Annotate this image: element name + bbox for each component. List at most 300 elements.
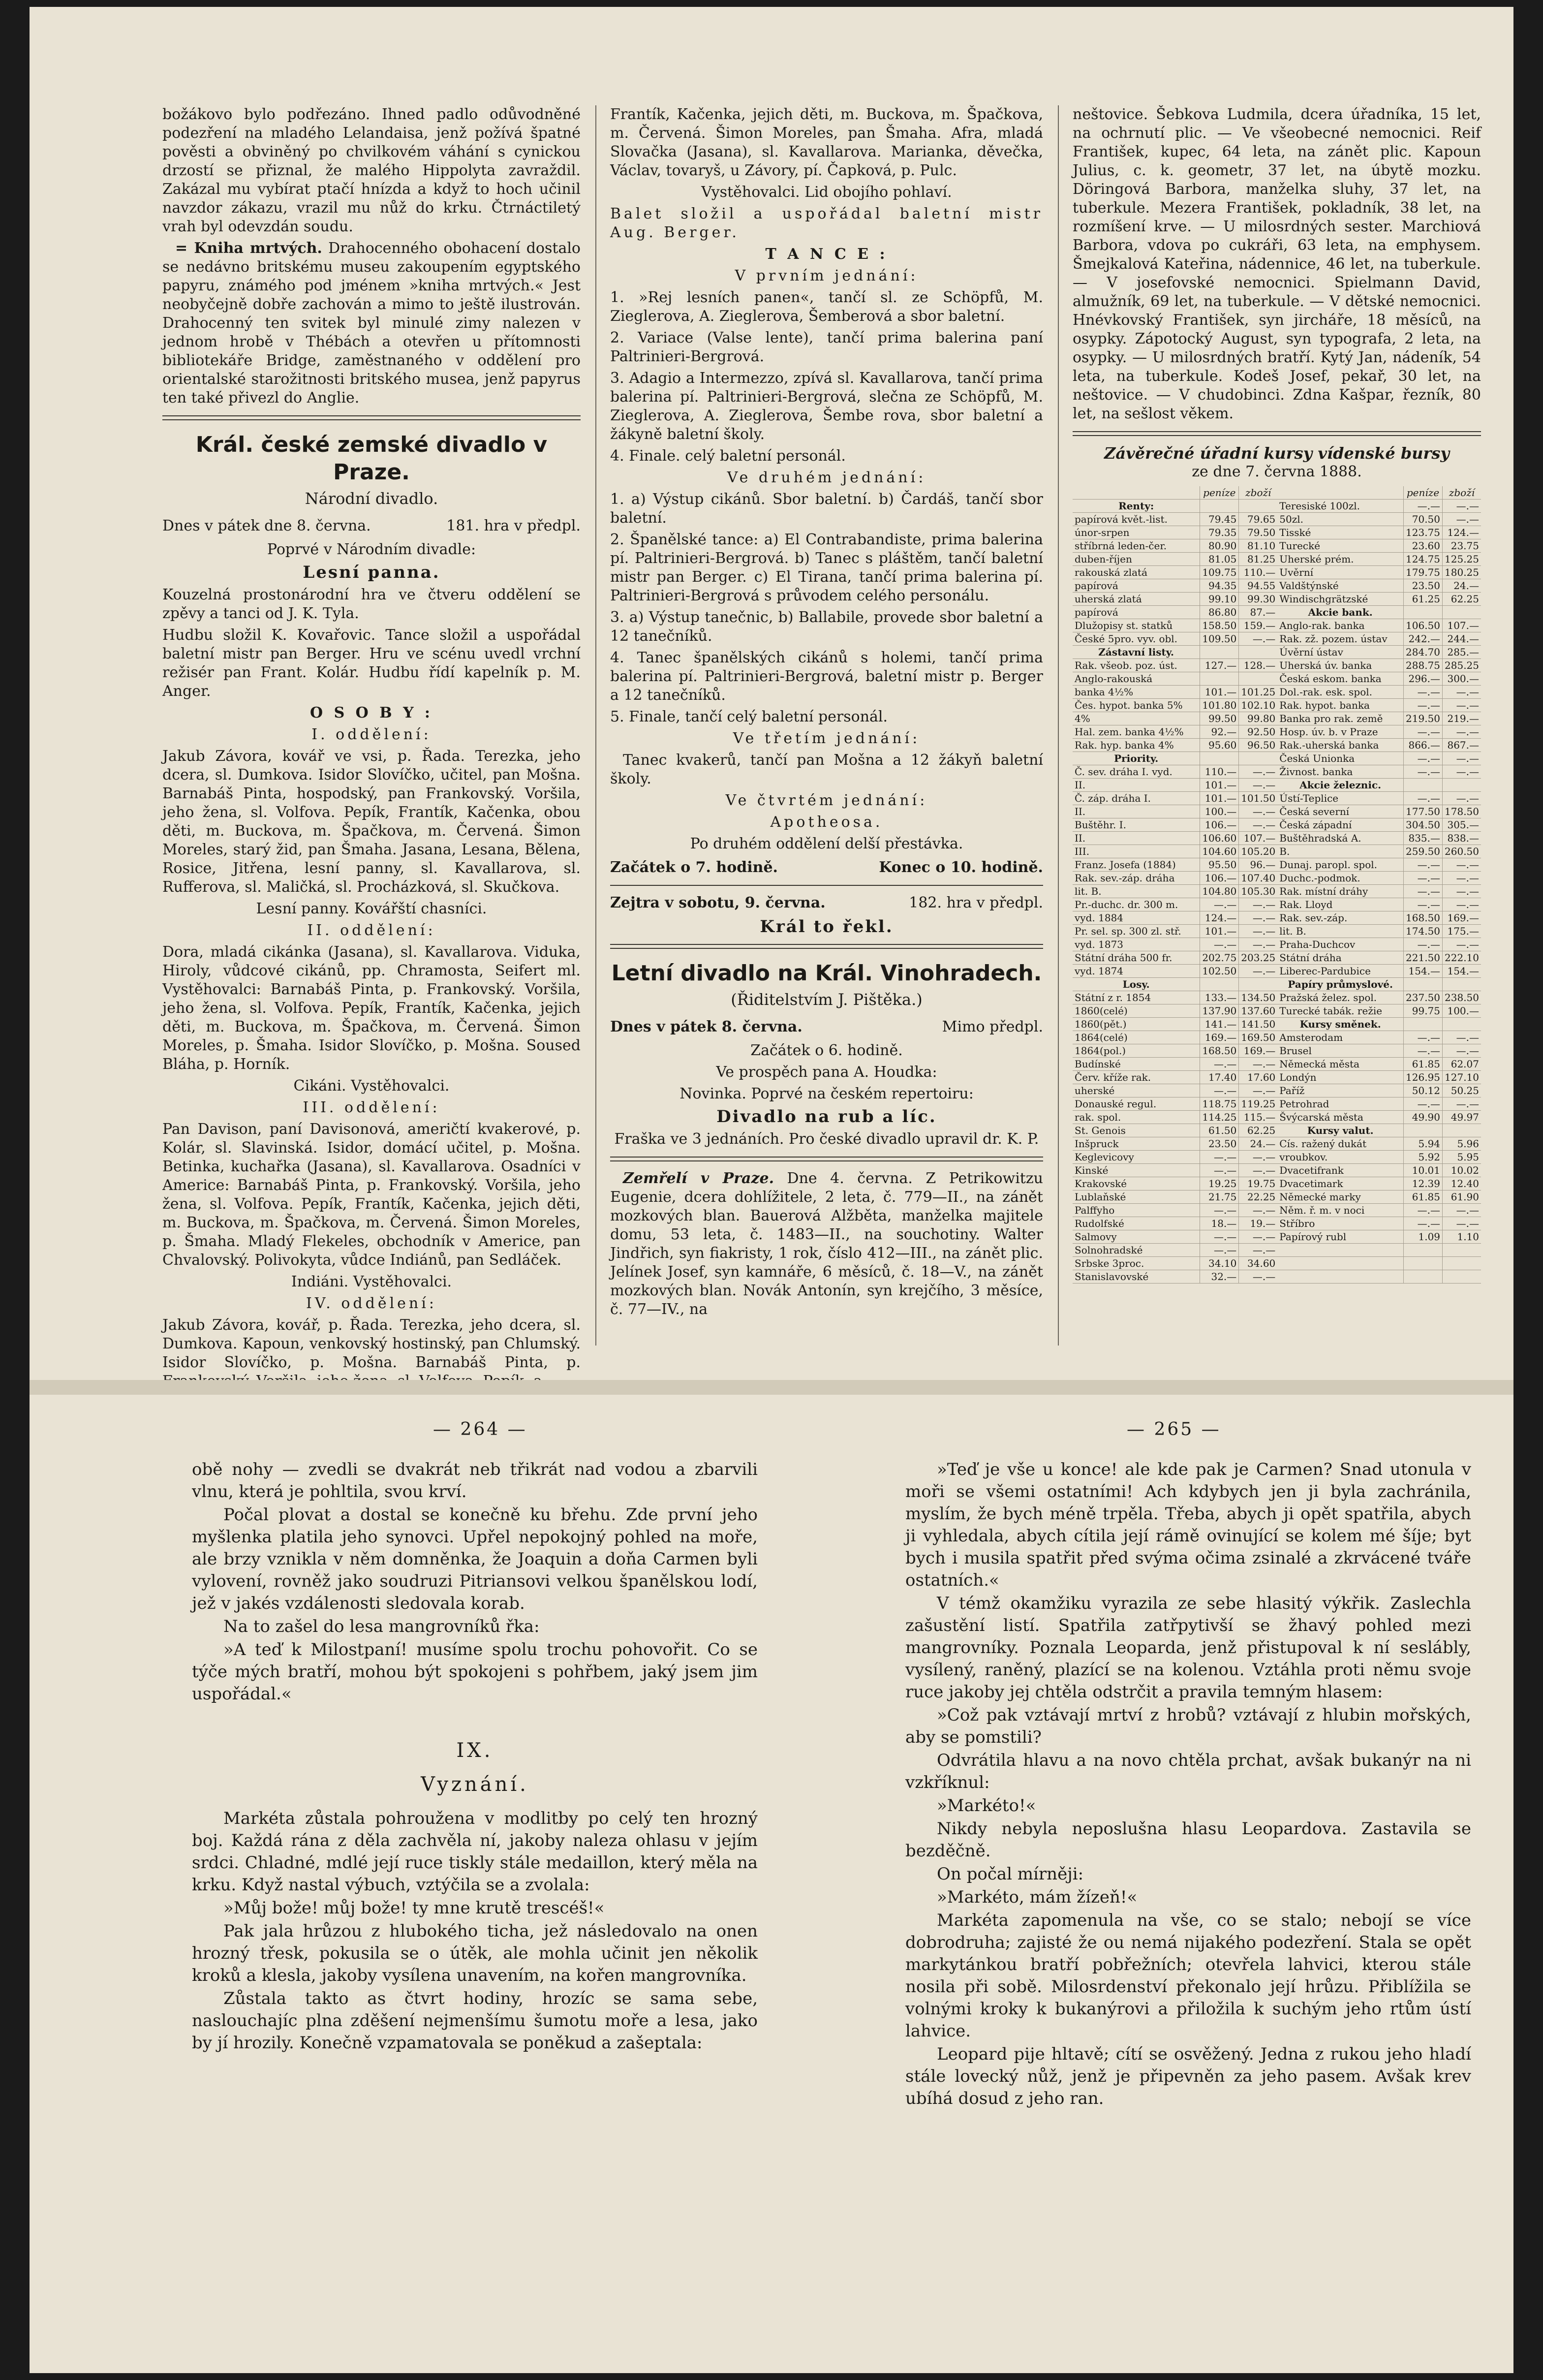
- table-cell-value: 96.—: [1239, 858, 1277, 872]
- table-cell-label: Losy.: [1073, 978, 1200, 991]
- table-cell-value: 95.50: [1200, 858, 1239, 872]
- table-cell-value: —.—: [1404, 765, 1443, 779]
- table-row: [1073, 1190, 1481, 1204]
- table-cell-label: 1864(pol.): [1073, 1044, 1200, 1058]
- middle-column: [610, 105, 1043, 1322]
- table-cell-value: —.—: [1404, 1097, 1443, 1111]
- table-cell-value: 34.10: [1200, 1257, 1239, 1270]
- column-header-penize: peníze: [1200, 486, 1239, 500]
- table-cell-label: 1860(pět.): [1073, 1018, 1200, 1031]
- table-cell-value: 174.50: [1404, 925, 1443, 938]
- table-cell-value: 18.—: [1200, 1217, 1239, 1230]
- table-cell-value: 219.—: [1443, 712, 1481, 725]
- tomorrow-date: Zejtra v sobotu, 9. června.: [610, 894, 826, 911]
- table-cell-label: Anglo-rak. banka: [1277, 619, 1403, 632]
- table-cell-value: —.—: [1239, 1058, 1277, 1071]
- table-cell-label: Inšpruck: [1073, 1137, 1200, 1151]
- table-cell-value: [1443, 1270, 1481, 1284]
- table-cell-value: 95.60: [1200, 739, 1239, 752]
- theatre-title: Král. české zemské divadlo v Praze.: [195, 432, 548, 485]
- table-cell-label: Rak. sev.-záp. dráha: [1073, 872, 1200, 885]
- dance-item: 3. a) Výstup tanečnic, b) Ballabile, provede sbor baletní a 12 tanečníků.: [610, 609, 1043, 645]
- dances-act-2-heading: Ve druhém jednání:: [727, 469, 926, 486]
- table-row: [1073, 765, 1481, 779]
- column-rule: [595, 105, 596, 1346]
- table-cell-value: —.—: [1404, 725, 1443, 739]
- table-row: [1073, 1244, 1481, 1257]
- dances-act-3-heading: Ve třetím jednání:: [733, 730, 921, 747]
- table-cell-value: —.—: [1239, 805, 1277, 818]
- table-cell-value: 19.—: [1239, 1217, 1277, 1230]
- summer-play-title: Divadlo na rub a líc.: [716, 1107, 937, 1127]
- table-cell-label: Liberec-Pardubice: [1277, 965, 1403, 978]
- table-cell-value: —.—: [1404, 872, 1443, 885]
- table-row: [1073, 553, 1481, 566]
- table-cell-value: —.—: [1200, 938, 1239, 951]
- table-cell-value: 304.50: [1404, 818, 1443, 832]
- table-cell-label: Švýcarská města: [1277, 1111, 1403, 1124]
- cast-extras: Vystěhovalci. Lid obojího pohlaví.: [701, 184, 952, 201]
- table-cell-value: 109.50: [1200, 632, 1239, 646]
- table-cell-label: Rak. hyp. banka 4%: [1073, 739, 1200, 752]
- table-cell-label: Anglo-rakouská: [1073, 672, 1200, 686]
- table-cell-value: —.—: [1404, 500, 1443, 513]
- table-cell-value: —.—: [1404, 1217, 1443, 1230]
- table-cell-label: 4%: [1073, 712, 1200, 725]
- novel-paragraph: Markéta zapomenula na vše, co se stalo; nebojí se více dobrodruha; zajisté že ou nemá nijakého podezření. Stala se opět markytánkou bratří pobřežních; otevřela lahvici, kterou stále nosila při sobě. Milosrdenství překonalo její hrůzu. Přiblížila se volnými kroky k bukanýrovi a přiložila k suchým jeho rtům ústí lahvice.: [905, 1910, 1471, 2041]
- table-cell-value: 222.10: [1443, 951, 1481, 965]
- table-cell-label: České 5pro. vyv. obl.: [1073, 632, 1200, 646]
- news-lelandais: božákovo bylo podřezáno. Ihned padlo odůvodněné podezření na mladého Lelandaisa, jenž požívá špatné pověsti a obviněný po chvilkovém váhání s cynickou drzostí se přiznal, že malého Hippolyta zavraždil. Zakázal mu vybírat ptačí hnízda a když to hoch učinil navzdor zákazu, vrazil mu nůž do krku. Čtrnáctiletý vrah byl odevzdán soudu.: [162, 106, 581, 235]
- table-cell-label: Státní dráha 500 fr.: [1073, 951, 1200, 965]
- table-cell-value: —.—: [1404, 1044, 1443, 1058]
- table-cell-value: 101.80: [1200, 699, 1239, 712]
- table-cell-value: —.—: [1239, 1244, 1277, 1257]
- top-page: [30, 7, 1513, 1380]
- table-cell-value: 96.50: [1239, 739, 1277, 752]
- table-cell-value: —.—: [1443, 1044, 1481, 1058]
- table-cell-value: —.—: [1200, 1164, 1239, 1177]
- table-row: [1073, 1230, 1481, 1244]
- table-cell-value: 101.—: [1200, 686, 1239, 699]
- table-cell-value: 137.60: [1239, 1004, 1277, 1018]
- table-cell-value: 128.—: [1239, 659, 1277, 672]
- table-row: [1073, 725, 1481, 739]
- table-cell-value: 61.50: [1200, 1124, 1239, 1137]
- table-row: [1073, 1044, 1481, 1058]
- table-cell-label: Tisské: [1277, 526, 1403, 539]
- table-row: [1073, 526, 1481, 539]
- table-row: [1073, 911, 1481, 925]
- table-cell-value: 100.—: [1443, 1004, 1481, 1018]
- table-cell-label: Státní dráha: [1277, 951, 1403, 965]
- table-cell-label: Rak. všeob. poz. úst.: [1073, 659, 1200, 672]
- table-cell-value: —.—: [1443, 500, 1481, 513]
- news-kniha-heading: = Kniha mrtvých.: [175, 240, 322, 257]
- table-cell-value: —.—: [1404, 898, 1443, 911]
- novel-paragraph: »Markéto!«: [937, 1796, 1036, 1816]
- novel-paragraph: Na to zašel do lesa mangrovníků řka:: [223, 1617, 540, 1636]
- table-cell-value: 119.25: [1239, 1097, 1277, 1111]
- table-cell-value: 23.60: [1404, 539, 1443, 553]
- table-cell-label: Ústí-Teplice: [1277, 792, 1403, 805]
- divider: [610, 944, 1043, 949]
- table-cell-value: 285.—: [1443, 646, 1481, 659]
- table-cell-value: 141.—: [1200, 1018, 1239, 1031]
- table-cell-value: 94.55: [1239, 579, 1277, 593]
- table-cell-value: 106.—: [1200, 872, 1239, 885]
- table-cell-label: Priority.: [1073, 752, 1200, 765]
- stock-exchange-rows: [1073, 500, 1481, 1284]
- table-cell-value: 125.25: [1443, 553, 1481, 566]
- table-cell-value: 835.—: [1404, 832, 1443, 845]
- table-cell-label: lit. B.: [1073, 885, 1200, 898]
- table-cell-value: 19.75: [1239, 1177, 1277, 1190]
- summer-date-row: [610, 1018, 1043, 1036]
- table-row: [1073, 991, 1481, 1004]
- table-cell-value: 107.—: [1239, 832, 1277, 845]
- deaths-text: Dne 4. června. Z Petrikowitzu Eugenie, dcera dohlížitele, 2 leta, č. 779—II., na zánět mozkových blan. Bauerová Alžběta, manželka majitele domu, 53 leta, č. 1483—II., na souchotiny. Walter Jindřich, syn fiakristy, 1 rok, číslo 412—III., na zánět plic. Jelínek Josef, syn kamnáře, 6 měsíců, č. 18—V., na zánět mozkových blan. Novák Antonín, syn krejčího, 3 měsíce, č. 77—IV., na: [610, 1170, 1043, 1318]
- divider: [1073, 431, 1481, 436]
- table-cell-value: [1239, 646, 1277, 659]
- table-cell-value: —.—: [1200, 1230, 1239, 1244]
- table-cell-value: 305.—: [1443, 818, 1481, 832]
- act-1-extras: Lesní panny. Kovářští chasníci.: [256, 900, 487, 917]
- start-end-row: [610, 858, 1043, 877]
- table-row: [1073, 898, 1481, 911]
- table-cell-value: 61.85: [1404, 1058, 1443, 1071]
- table-cell-value: 49.97: [1443, 1111, 1481, 1124]
- table-cell-value: —.—: [1443, 1031, 1481, 1044]
- table-cell-value: 106.50: [1404, 619, 1443, 632]
- dances-act-4-heading: Ve čtvrtém jednání:: [725, 792, 928, 809]
- table-cell-label: Německé marky: [1277, 1190, 1403, 1204]
- table-cell-label: Franz. Josefa (1884): [1073, 858, 1200, 872]
- table-cell-label: Česká Unionka: [1277, 752, 1403, 765]
- dance-item: 3. Adagio a Intermezzo, zpívá sl. Kavallarova, tančí prima balerina pí. Paltrinieri-Bergrová, slečna ze Schöpfů, M. Zieglerova, A. Zieglerova, Šembe rova, sbor baletní a žákyně baletní školy.: [610, 370, 1043, 443]
- table-cell-label: Praha-Duchcov: [1277, 938, 1403, 951]
- table-cell-label: Akcie bank.: [1277, 606, 1403, 619]
- table-cell-label: Donauské regul.: [1073, 1097, 1200, 1111]
- summer-date: Dnes v pátek 8. června.: [610, 1018, 802, 1035]
- table-cell-value: 124.—: [1200, 911, 1239, 925]
- table-cell-label: Stříbro: [1277, 1217, 1403, 1230]
- table-cell-value: 105.30: [1239, 885, 1277, 898]
- table-cell-value: 177.50: [1404, 805, 1443, 818]
- end-time: Konec o 10. hodině.: [879, 859, 1043, 876]
- novel-paragraph: »Můj bože! můj bože! ty mne krutě trescéš!«: [223, 1898, 605, 1918]
- dance-item: Tanec kvakerů, tančí pan Mošna a 12 žákyň baletní školy.: [610, 752, 1043, 787]
- table-row: [1073, 845, 1481, 858]
- table-cell-value: 86.80: [1200, 606, 1239, 619]
- table-cell-value: —.—: [1443, 898, 1481, 911]
- act-4-heading: IV. oddělení:: [306, 1295, 437, 1312]
- apotheosis: Apotheosa.: [770, 814, 883, 831]
- table-cell-value: 296.—: [1404, 672, 1443, 686]
- table-cell-value: 10.02: [1443, 1164, 1481, 1177]
- table-cell-value: 105.20: [1239, 845, 1277, 858]
- table-cell-value: 99.80: [1239, 712, 1277, 725]
- table-cell-label: Solnohradské: [1073, 1244, 1200, 1257]
- table-cell-value: —.—: [1239, 938, 1277, 951]
- novel-paragraph: »Teď je vše u konce! ale kde pak je Carmen? Snad utonula v moři se všemi ostatními! Ach kdybych jen ji byla zachránila, myslím, že bych méně trpěla. Třeba, abych ji opět spatřila, abych ji vyhledala, abych cítila její rámě ovinující se kolem mé šíje; byt bych i musila spatřit před svýma očima zsinalé a zkrvácené tváře ostatních.«: [905, 1460, 1471, 1590]
- chapter-title: Vyznání.: [421, 1773, 529, 1796]
- table-cell-value: 99.30: [1239, 593, 1277, 606]
- table-cell-label: 1860(celé): [1073, 1004, 1200, 1018]
- theatre-subtitle: Národní divadlo.: [305, 489, 438, 508]
- table-cell-value: 99.75: [1404, 1004, 1443, 1018]
- table-cell-value: —.—: [1404, 1204, 1443, 1217]
- table-row: [1073, 712, 1481, 725]
- table-cell-value: 169.50: [1239, 1031, 1277, 1044]
- act-2-heading: II. oddělení:: [307, 922, 436, 939]
- table-row: [1073, 1071, 1481, 1084]
- table-cell-value: [1404, 1270, 1443, 1284]
- table-cell-label: Dlužopisy st. statků: [1073, 619, 1200, 632]
- table-cell-label: Papírový rubl: [1277, 1230, 1403, 1244]
- novel-left-page: [192, 1459, 758, 2055]
- table-cell-label: Pr.-duchc. dr. 300 m.: [1073, 898, 1200, 911]
- table-cell-value: 866.—: [1404, 739, 1443, 752]
- table-cell-value: 5.96: [1443, 1137, 1481, 1151]
- newspaper-sheet: [30, 7, 1513, 2373]
- table-cell-value: —.—: [1239, 818, 1277, 832]
- table-row: [1073, 978, 1481, 991]
- table-cell-value: 100.—: [1200, 805, 1239, 818]
- table-cell-label: Uherské prém.: [1277, 553, 1403, 566]
- table-row: [1073, 792, 1481, 805]
- table-cell-label: vyd. 1874: [1073, 965, 1200, 978]
- table-cell-label: Buštěhradská A.: [1277, 832, 1403, 845]
- table-row: [1073, 1018, 1481, 1031]
- table-cell-value: 244.—: [1443, 632, 1481, 646]
- table-cell-value: 80.90: [1200, 539, 1239, 553]
- table-cell-value: —.—: [1239, 925, 1277, 938]
- novel-paragraph: On počal mírněji:: [937, 1864, 1084, 1884]
- table-cell-value: [1200, 752, 1239, 765]
- play-credits: Hudbu složil K. Kovařovic. Tance složil a uspořádal baletní mistr pan Berger. Hru ve scénu uvedl vrchní režisér pan Frant. Kolár. Hudbu řídí kapelník p. M. Anger.: [162, 626, 581, 700]
- novel-right-page: [905, 1459, 1471, 2111]
- table-cell-value: —.—: [1404, 752, 1443, 765]
- table-cell-label: Německá města: [1277, 1058, 1403, 1071]
- table-cell-label: [1277, 1257, 1403, 1270]
- table-row: [1073, 1257, 1481, 1270]
- table-cell-value: —.—: [1443, 765, 1481, 779]
- table-cell-value: 79.35: [1200, 526, 1239, 539]
- table-cell-value: 178.50: [1443, 805, 1481, 818]
- table-cell-label: Londýn: [1277, 1071, 1403, 1084]
- column-rule: [1058, 105, 1059, 1346]
- table-row: [1073, 1151, 1481, 1164]
- table-cell-label: Keglevicovy: [1073, 1151, 1200, 1164]
- table-cell-label: Krakovské: [1073, 1177, 1200, 1190]
- table-cell-label: 50zl.: [1277, 513, 1403, 526]
- table-cell-value: 10.01: [1404, 1164, 1443, 1177]
- table-cell-value: 1.09: [1404, 1230, 1443, 1244]
- novel-paragraph: Leopard pije hltavě; cítí se osvěžený. Jedna z rukou jeho hladí stále lovecký nůž, jenž je připevněn za jeho pasem. Avšak krev ubíhá dosud z jeho ran.: [905, 2044, 1471, 2108]
- table-cell-label: vyd. 1884: [1073, 911, 1200, 925]
- table-cell-value: [1404, 1124, 1443, 1137]
- table-cell-value: 102.10: [1239, 699, 1277, 712]
- table-cell-label: [1277, 1244, 1403, 1257]
- summer-subscription: Mimo předpl.: [942, 1018, 1043, 1035]
- table-row: [1073, 646, 1481, 659]
- table-cell-value: —.—: [1443, 792, 1481, 805]
- table-cell-value: —.—: [1239, 1230, 1277, 1244]
- table-cell-label: St. Genois: [1073, 1124, 1200, 1137]
- table-cell-value: 137.90: [1200, 1004, 1239, 1018]
- table-cell-value: 17.60: [1239, 1071, 1277, 1084]
- table-row: [1073, 805, 1481, 818]
- table-cell-label: Windischgrätzské: [1277, 593, 1403, 606]
- table-cell-value: 24.—: [1239, 1137, 1277, 1151]
- table-cell-value: 5.92: [1404, 1151, 1443, 1164]
- table-cell-value: 838.—: [1443, 832, 1481, 845]
- deaths-notice: [610, 1169, 1043, 1319]
- table-cell-value: —.—: [1404, 858, 1443, 872]
- table-row: [1073, 951, 1481, 965]
- summer-play-description: Fraška ve 3 jednáních. Pro české divadlo upravil dr. K. P.: [614, 1130, 1039, 1148]
- table-cell-label: Rudolfské: [1073, 1217, 1200, 1230]
- table-cell-value: 12.40: [1443, 1177, 1481, 1190]
- table-cell-value: [1239, 752, 1277, 765]
- table-cell-value: 158.50: [1200, 619, 1239, 632]
- table-cell-value: 219.50: [1404, 712, 1443, 725]
- premiere-note: Poprvé v Národním divadle:: [267, 541, 476, 558]
- dance-item: 4. Tanec španělských cikánů s holemi, tančí prima balerina pí. Paltrinieri-Bergrová, baletní mistr p. Berger a 12 tanečníků.: [610, 649, 1043, 704]
- table-cell-value: 133.—: [1200, 991, 1239, 1004]
- table-cell-value: 110.—: [1239, 566, 1277, 579]
- table-cell-label: Teresiské 100zl.: [1277, 500, 1403, 513]
- table-cell-value: —.—: [1200, 1244, 1239, 1257]
- table-cell-value: [1404, 1018, 1443, 1031]
- table-cell-value: —.—: [1443, 513, 1481, 526]
- stock-exchange-date: ze dne 7. června 1888.: [1192, 463, 1362, 480]
- table-cell-value: [1443, 978, 1481, 991]
- table-cell-label: Č. záp. dráha I.: [1073, 792, 1200, 805]
- table-cell-value: —.—: [1200, 898, 1239, 911]
- table-cell-value: 22.25: [1239, 1190, 1277, 1204]
- table-cell-value: [1200, 978, 1239, 991]
- table-cell-value: [1239, 978, 1277, 991]
- table-cell-value: [1200, 646, 1239, 659]
- table-cell-value: 61.85: [1404, 1190, 1443, 1204]
- table-cell-value: 127.10: [1443, 1071, 1481, 1084]
- table-cell-value: 221.50: [1404, 951, 1443, 965]
- table-cell-label: Petrohrad: [1277, 1097, 1403, 1111]
- table-cell-label: Pražská želez. spol.: [1277, 991, 1403, 1004]
- table-cell-value: 61.90: [1443, 1190, 1481, 1204]
- table-cell-value: —.—: [1443, 686, 1481, 699]
- table-cell-label: Zástavní listy.: [1073, 646, 1200, 659]
- table-cell-label: Úvěrní ústav: [1277, 646, 1403, 659]
- table-cell-value: 124.—: [1443, 526, 1481, 539]
- table-cell-value: 50.12: [1404, 1084, 1443, 1097]
- table-cell-label: vyd. 1873: [1073, 938, 1200, 951]
- play-description: Kouzelná prostonárodní hra ve čtveru oddělení se zpěvy a tanci od J. K. Tyla.: [162, 586, 581, 622]
- table-row: [1073, 1137, 1481, 1151]
- table-cell-value: 285.25: [1443, 659, 1481, 672]
- table-cell-label: Rak. zž. pozem. ústav: [1277, 632, 1403, 646]
- table-cell-value: 87.—: [1239, 606, 1277, 619]
- table-cell-label: Čes. hypot. banka 5%: [1073, 699, 1200, 712]
- table-cell-label: II.: [1073, 832, 1200, 845]
- table-cell-value: 168.50: [1200, 1044, 1239, 1058]
- table-cell-value: 124.75: [1404, 553, 1443, 566]
- table-cell-value: —.—: [1404, 938, 1443, 951]
- table-cell-label: Turecké tabák. režie: [1277, 1004, 1403, 1018]
- table-header-row: [1073, 486, 1481, 500]
- table-cell-value: 81.05: [1200, 553, 1239, 566]
- dance-item: 2. Variace (Valse lente), tančí prima balerina paní Paltrinieri-Bergrová.: [610, 329, 1043, 365]
- table-cell-value: —.—: [1404, 792, 1443, 805]
- table-row: [1073, 539, 1481, 553]
- table-cell-label: rakouská zlatá: [1073, 566, 1200, 579]
- table-cell-value: 867.—: [1443, 739, 1481, 752]
- table-row: [1073, 593, 1481, 606]
- table-cell-label: Dvacetifrank: [1277, 1164, 1403, 1177]
- table-cell-value: [1443, 1244, 1481, 1257]
- performance-number: 181. hra v předpl.: [446, 517, 581, 534]
- table-cell-value: —.—: [1404, 885, 1443, 898]
- news-kniha-text: Drahocenného obohacení dostalo se nedávno britskému museu zakoupením egyptského papyru, známého pod jménem »kniha mrtvých.« Jest neobyčejně dobře zachován a mimo to ještě ilustrován. Drahocenný ten svitek byl minulé zimy nalezen v jednom hrobě v Thébách a otevřen u přítomnosti bibliotekáře Bridge, zaměstnaného v oddělení pro orientalské starožitnosti britského musea, jenž papyrus ten také přivezl do Anglie.: [162, 240, 581, 407]
- table-row: [1073, 579, 1481, 593]
- table-cell-label: Papíry průmyslové.: [1277, 978, 1403, 991]
- table-cell-value: 154.—: [1404, 965, 1443, 978]
- right-column: [1073, 105, 1481, 1284]
- table-cell-value: —.—: [1443, 1217, 1481, 1230]
- table-cell-value: 109.75: [1200, 566, 1239, 579]
- table-cell-value: 107.—: [1443, 619, 1481, 632]
- table-row: [1073, 885, 1481, 898]
- performance-date: Dnes v pátek dne 8. června.: [162, 517, 371, 534]
- table-cell-label: [1277, 1270, 1403, 1284]
- table-row: [1073, 1204, 1481, 1217]
- table-cell-value: 260.50: [1443, 845, 1481, 858]
- table-cell-label: Hal. zem. banka 4½%: [1073, 725, 1200, 739]
- table-cell-value: [1404, 606, 1443, 619]
- table-row: [1073, 1111, 1481, 1124]
- table-cell-label: rak. spol.: [1073, 1111, 1200, 1124]
- table-cell-value: 104.60: [1200, 845, 1239, 858]
- dances-act-1-heading: V prvním jednání:: [735, 267, 919, 284]
- intermission-note: Po druhém oddělení delší přestávka.: [690, 835, 963, 852]
- table-cell-value: —.—: [1443, 858, 1481, 872]
- table-cell-value: —.—: [1239, 779, 1277, 792]
- play-title: Lesní panna.: [303, 563, 440, 582]
- tomorrow-number: 182. hra v předpl.: [909, 894, 1043, 911]
- act-3-heading: III. oddělení:: [303, 1099, 440, 1116]
- table-row: [1073, 1124, 1481, 1137]
- act-1-cast: Jakub Závora, kovář ve vsi, p. Řada. Terezka, jeho dcera, sl. Dumkova. Isidor Slovíčko, učitel, pan Mošna. Barnabáš Pinta, hospodský, pan Frankovský. Voršila, jeho žena, sl. Volfova. Pepík, Frantík, Kačenka, obou děti, m. Buckova, m. Špačkova, m. Červená. Šimon Moreles, starý žid, pan Šmaha. Jasana, Lesana, Bělena, Rosice, Jitřena, lesní panny, sl. Kavallarova, sl. Rufferova, sl. Maličká, sl. Procházková, sl. Skučkova.: [162, 748, 581, 896]
- table-cell-label: II.: [1073, 805, 1200, 818]
- table-row: [1073, 566, 1481, 579]
- table-row: [1073, 699, 1481, 712]
- table-row: [1073, 872, 1481, 885]
- table-cell-label: Budínské: [1073, 1058, 1200, 1071]
- table-cell-value: 169.—: [1443, 911, 1481, 925]
- table-cell-value: 101.—: [1200, 792, 1239, 805]
- table-cell-value: 175.—: [1443, 925, 1481, 938]
- table-cell-value: [1443, 606, 1481, 619]
- table-row: [1073, 659, 1481, 672]
- table-cell-value: 238.50: [1443, 991, 1481, 1004]
- table-cell-label: Palffyho: [1073, 1204, 1200, 1217]
- table-cell-value: —.—: [1443, 1097, 1481, 1111]
- table-cell-value: 104.80: [1200, 885, 1239, 898]
- table-cell-value: 32.—: [1200, 1270, 1239, 1284]
- act-2-extras: Cikáni. Vystěhovalci.: [293, 1077, 450, 1095]
